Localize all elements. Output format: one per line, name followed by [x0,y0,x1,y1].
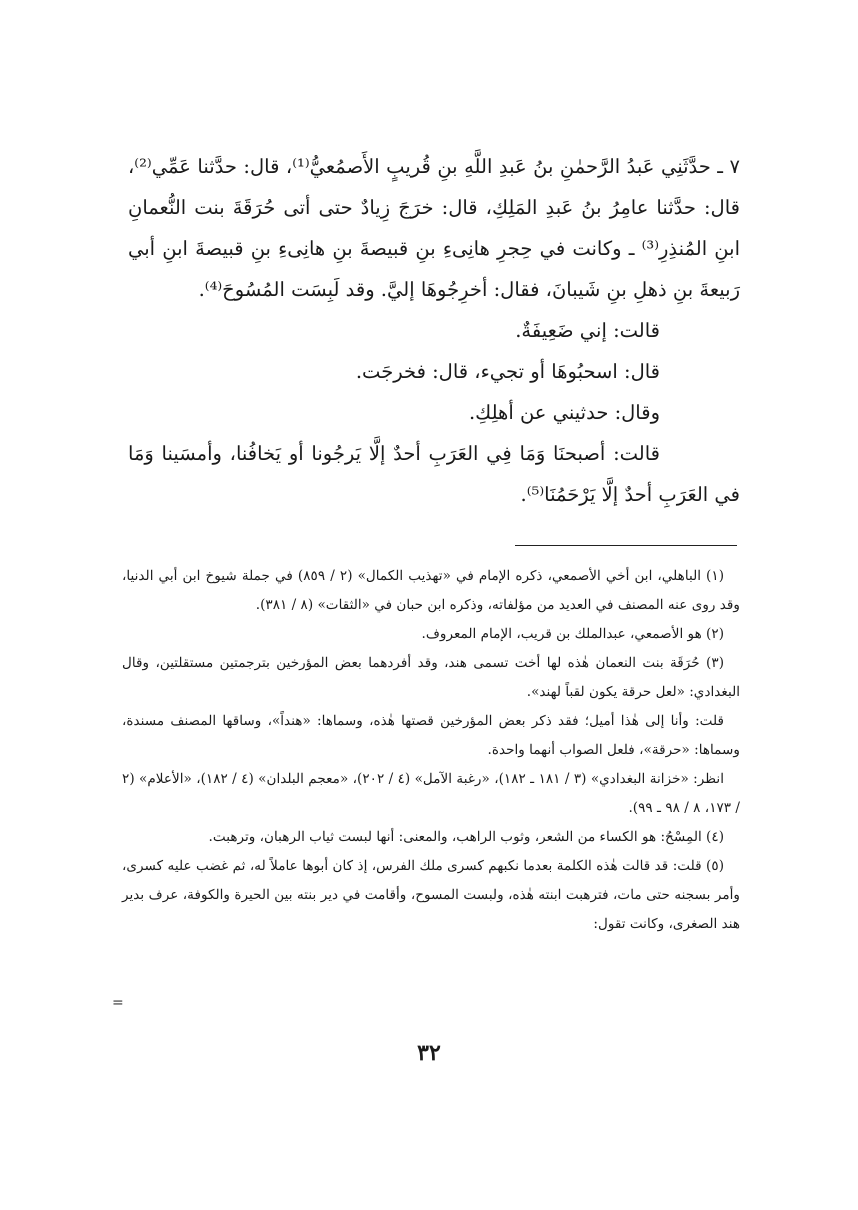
footnotes [122,562,740,939]
footnote-3-references: انظر: «خزانة البغدادي» (٣ / ١٨١ ـ ١٨٢)، «رغبة الآمل» (٤ / ٢٠٢)، «معجم البلدان» (٤ / ١٨٢)، «الأعلام» (٢ / ١٧٣، ٨ / ٩٨ ـ ٩٩). [122,771,740,816]
footnote-3: (٣) حُرَقَة بنت النعمان هٰذه لها أخت تسمى هند، وقد أفردهما بعض المؤرخين بترجمتين مستقلتين، وقال البغدادي: «لعل حرقة يكون لقباً لهند». [122,655,740,700]
dialogue-line: قال: اسحبُوهَا أو تجيء، قال: فخرجَت. [355,360,660,383]
footnote-5: (٥) قلت: قد قالت هٰذه الكلمة بعدما نكبهم كسرى ملك الفرس، إذ كان أبوها عاملاً له، ثم غضب عليه كسرى، وأمر بسجنه حتى مات، فترهبت ابنته هٰذه، ولبست المسوح، وأقامت في دير بنته بين الحيرة والكوفة، عرف بدير هند الصغرى، وكانت تقول: [122,858,740,932]
footnote-3-comment: قلت: وأنا إلى هٰذا أميل؛ فقد ذكر بعض المؤرخين قصتها هٰذه، وسماها: «هنداً»، وساقها المصنف مسندة، وسماها: «حرقة»، فلعل الصواب أنهما واحدة. [122,713,740,758]
narration-paragraph: ٧ ـ حدَّثَنِي عَبدُ الرَّحمٰنِ بنُ عَبدِ اللَّهِ بنِ قُريبٍ الأَصمُعيُّ⁽¹⁾، قال: حدَّثنا عَمِّي⁽²⁾، قال: حدَّثنا عامِرُ بنُ عَبدِ المَلِكِ، قال: خرَجَ زِيادٌ حتى أتى حُرَقَةَ بنت النُّعمانِ ابنِ المُنذِرِ⁽³⁾ ـ وكانت في حِجرِ هانِىءِ بنِ قبيصةَ بنِ هانِىءِ بنِ قبيصةَ ابنِ أبي رَبيعةَ بنِ ذهلِ بنِ شَيبانَ، فقال: أخرِجُوهَا إليَّ. وقد لَبِسَت المُسُوحَ⁽⁴⁾. [128,155,740,301]
footnote-1: (١) الباهلي، ابن أخي الأصمعي، ذكره الإمام في «تهذيب الكمال» (٢ / ٨٥٩) في جملة شيوخ ابن أبي الدنيا، وقد روى عنه المصنف في العديد من مؤلفاته، وذكره ابن حبان في «الثقات» (٨ / ٣٨١). [122,568,740,613]
main-text [128,146,740,515]
page-number: ٣٢ [417,1040,441,1066]
footnote-separator [515,545,737,546]
footnote-2: (٢) هو الأصمعي، عبدالملك بن قريب، الإمام المعروف. [421,626,724,642]
closing-paragraph: قالت: أصبحنَا وَمَا فِي العَرَبِ أحدٌ إلَّا يَرجُونا أو يَخافُنا، وأمسَينا وَمَا في العَرَبِ أحدٌ إلَّا يَرْحَمُنَا⁽⁵⁾. [128,442,740,506]
dialogue-line: وقال: حدثيني عن أهلِكِ. [468,401,660,424]
continuation-mark: = [112,995,124,1011]
dialogue-line: قالت: إني ضَعِيفَةٌ. [515,319,660,342]
footnote-4: (٤) المِسْحُ: هو الكساء من الشعر، وثوب الراهب، والمعنى: أنها لبست ثياب الرهبان، وترهبت. [208,829,724,845]
